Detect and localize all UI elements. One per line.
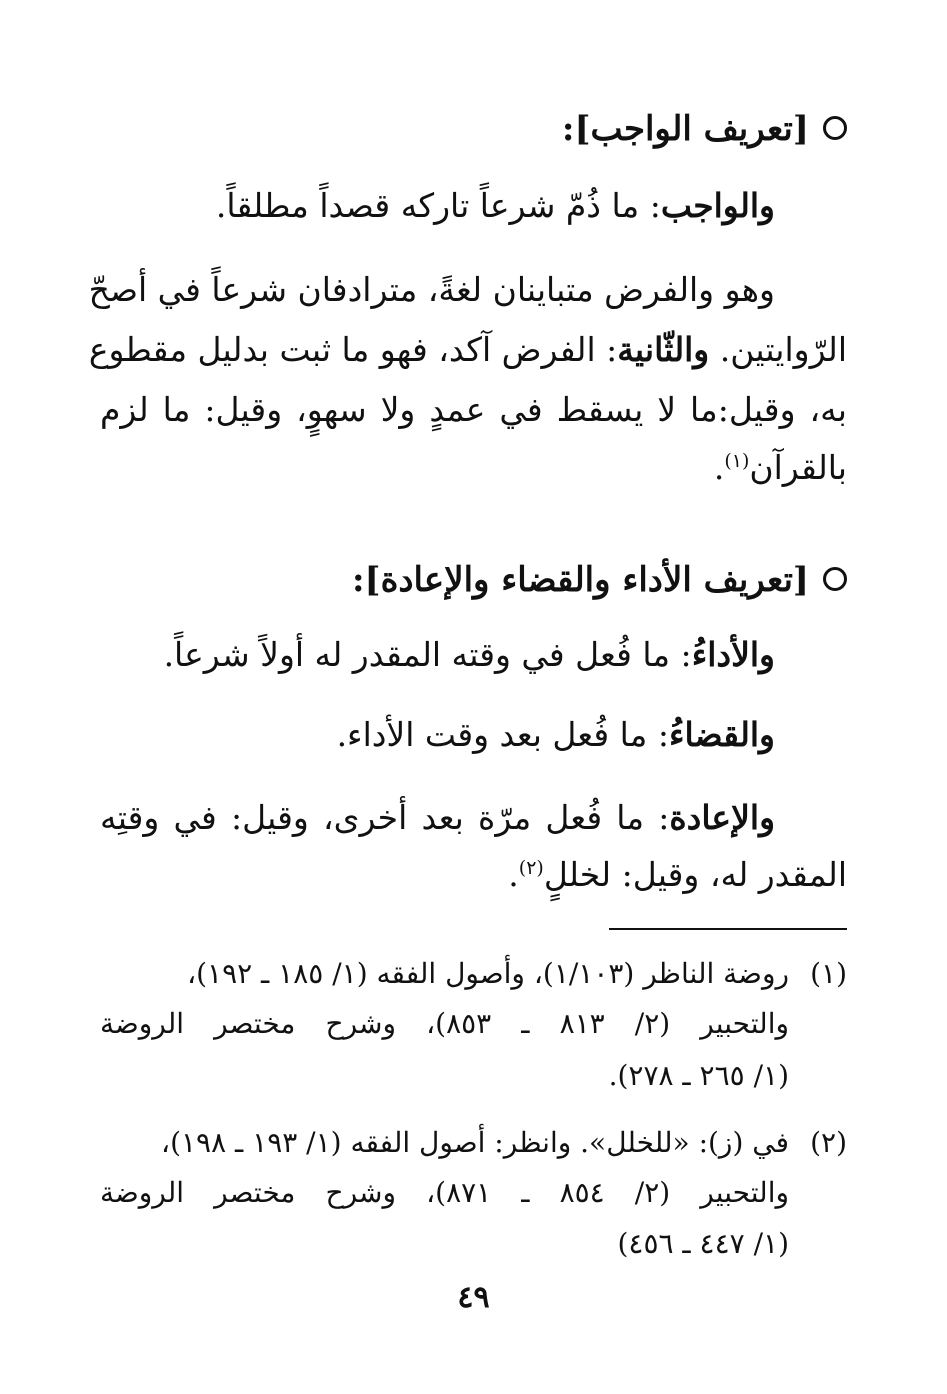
term-ada: والأداءُ xyxy=(691,635,775,674)
definition-text: : ما ذُمّ شرعاً تاركه قصداً مطلقاً. xyxy=(215,186,661,225)
paragraph-text: : الفرض آكد، فهو ما ثبت بدليل مقطوع xyxy=(88,330,618,369)
paragraph-text: وهو والفرض متباينان لغةً، مترادفان شرعاً في أصحّ xyxy=(88,270,775,309)
paragraph-line-3 xyxy=(100,382,847,438)
definition-iada xyxy=(100,790,847,846)
paragraph-line-2 xyxy=(88,322,847,378)
definition-ada xyxy=(100,627,775,683)
paragraph-line-1 xyxy=(88,262,847,318)
footnote-ref-2[interactable]: (٢) xyxy=(518,857,544,879)
term-thaniya: والثّانية xyxy=(617,330,710,369)
footnote-separator xyxy=(609,928,847,930)
section-heading-ada xyxy=(100,552,847,608)
term-wajib: والواجب xyxy=(660,186,775,225)
footnote-2-line-3 xyxy=(100,1218,789,1270)
circle-bullet-icon xyxy=(823,116,847,140)
footnote-1-line-3 xyxy=(100,1050,789,1102)
paragraph-text: . xyxy=(713,448,725,487)
heading-text: [تعريف الواجب]: xyxy=(561,109,809,149)
footnote-text: روضة الناظر (١/١٠٣)، وأصول الفقه (١/ ١٨٥ ـ ١٩٢)، xyxy=(187,957,789,990)
definition-wajib xyxy=(100,178,775,234)
circle-bullet-icon xyxy=(823,567,847,591)
definition-qada xyxy=(100,707,775,763)
definition-text: : ما فُعل مرّة بعد أخرى، وقيل: في وقتِه xyxy=(100,798,670,837)
section-heading-wajib xyxy=(100,101,847,157)
footnote-ref-1[interactable]: (١) xyxy=(724,450,750,472)
footnote-text: (١/ ٤٤٧ ـ ٤٥٦) xyxy=(617,1227,789,1260)
paragraph-text: الرّوايتين. xyxy=(719,330,847,369)
definition-text: : ما فُعل بعد وقت الأداء. xyxy=(336,715,669,754)
heading-text: [تعريف الأداء والقضاء والإعادة]: xyxy=(351,560,809,600)
footnote-text: والتحبير (٢/ ٨١٣ ـ ٨٥٣)، وشرح مختصر الروضة xyxy=(100,1007,789,1040)
term-iada: والإعادة xyxy=(669,798,775,837)
paragraph-line-4 xyxy=(100,440,847,496)
footnote-text: (١/ ٢٦٥ ـ ٢٧٨). xyxy=(608,1059,789,1092)
definition-iada-line-2 xyxy=(100,847,847,903)
term-qada: والقضاءُ xyxy=(668,715,775,754)
footnote-2-line-2 xyxy=(100,1167,789,1219)
definition-text: . xyxy=(508,855,519,894)
footnote-2 xyxy=(100,1117,847,1169)
footnote-number: (١) xyxy=(810,957,847,990)
paragraph-text: بالقرآن xyxy=(749,448,847,487)
definition-text: : ما فُعل في وقته المقدر له أولاً شرعاً. xyxy=(163,635,692,674)
footnote-text: في (ز): «للخلل». وانظر: أصول الفقه (١/ ١٩٣ ـ ١٩٨)، xyxy=(161,1126,789,1159)
footnote-1 xyxy=(100,948,847,1000)
paragraph-text: به، وقيل:ما لا يسقط في عمدٍ ولا سهوٍ، وقيل: ما لزم xyxy=(100,390,847,429)
footnote-1-line-2 xyxy=(100,998,789,1050)
footnote-text: والتحبير (٢/ ٨٥٤ ـ ٨٧١)، وشرح مختصر الروضة xyxy=(100,1176,789,1209)
footnote-number: (٢) xyxy=(810,1126,847,1159)
page-number: ٤٩ xyxy=(457,1280,490,1315)
definition-text: المقدر له، وقيل: لخللٍ xyxy=(543,855,847,894)
